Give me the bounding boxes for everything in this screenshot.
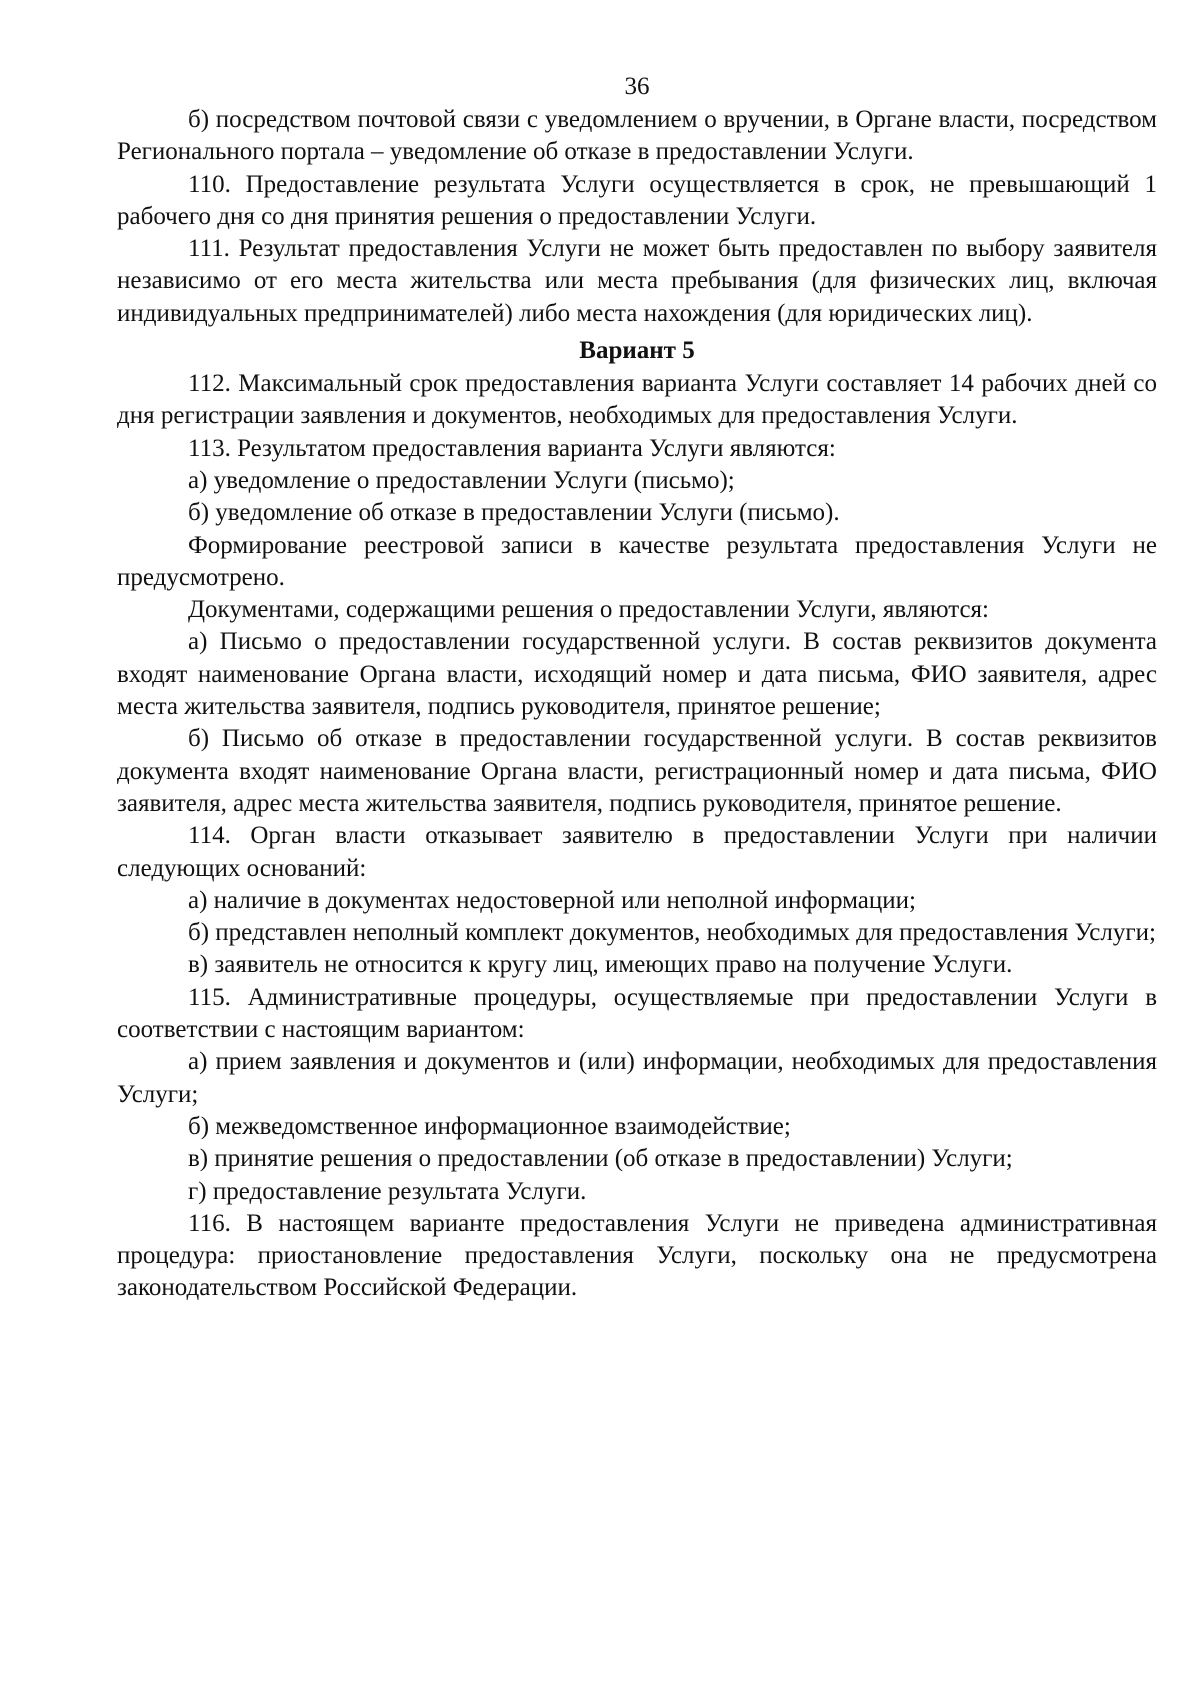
paragraph-112: 112. Максимальный срок предоставления варианта Услуги составляет 14 рабочих дней со дня регистрации заявления и документов, необходимых для предоставления Услуги. [117,370,1157,430]
paragraph-115-b: б) межведомственное информационное взаимодействие; [188,1112,791,1140]
paragraph-decision-documents-a: а) Письмо о предоставлении государственной услуги. В состав реквизитов документа входят наименование Органа власти, исходящий номер и дата письма, ФИО заявителя, адрес места жительства заявителя, подпись руководителя, принятое решение; [117,628,1157,721]
paragraph-114: 114. Орган власти отказывает заявителю в предоставлении Услуги при наличии следующих оснований: [117,822,1157,882]
paragraph-111: 111. Результат предоставления Услуги не может быть предоставлен по выбору заявителя независимо от его места жительства или места пребывания (для физических лиц, включая индивидуальных предпринимателей) либо места нахождения (для юридических лиц). [117,235,1157,327]
page-number: 36 [624,73,650,100]
paragraph-registry-record: Формирование реестровой записи в качестве результата предоставления Услуги не предусмотрено. [117,531,1157,591]
paragraph-115: 115. Административные процедуры, осуществляемые при предоставлении Услуги в соответствии с настоящим вариантом: [117,983,1157,1044]
paragraph-notification-mail: б) посредством почтовой связи с уведомлением о вручении, в Органе власти, посредством Регионального портала – уведомление об отказе в предоставлении Услуги. [117,106,1157,166]
paragraph-113-a: а) уведомление о предоставлении Услуги (письмо); [188,466,735,494]
paragraph-114-c: в) заявитель не относится к кругу лиц, имеющих право на получение Услуги. [188,951,1013,979]
paragraph-113: 113. Результатом предоставления варианта Услуги являются: [188,434,836,462]
document-page [117,70,1157,1305]
paragraph-114-a: а) наличие в документах недостоверной или неполной информации; [188,886,916,914]
paragraph-114-b: б) представлен неполный комплект документов, необходимых для предоставления Услуги; [188,919,1156,947]
paragraph-115-a: а) прием заявления и документов и (или) информации, необходимых для предоставления Услуги; [117,1048,1157,1108]
section-heading-variant-5: Вариант 5 [579,337,695,365]
paragraph-113-b: б) уведомление об отказе в предоставлении Услуги (письмо). [188,499,840,527]
paragraph-decision-documents-b: б) Письмо об отказе в предоставлении государственной услуги. В состав реквизитов документа входят наименование Органа власти, регистрационный номер и дата письма, ФИО заявителя, адрес места жительства заявителя, подпись руководителя, принятое решение. [117,725,1157,817]
paragraph-decision-documents: Документами, содержащими решения о предоставлении Услуги, являются: [188,596,989,624]
paragraph-115-d: г) предоставление результата Услуги. [188,1177,587,1205]
paragraph-110: 110. Предоставление результата Услуги осуществляется в срок, не превышающий 1 рабочего дня со дня принятия решения о предоставлении Услуги. [117,170,1157,230]
paragraph-116: 116. В настоящем варианте предоставления Услуги не приведена административная процедура: приостановление предоставления Услуги, поскольку она не предусмотрена законодательством Российской Федерации. [117,1209,1157,1302]
paragraph-115-c: в) принятие решения о предоставлении (об отказе в предоставлении) Услуги; [188,1145,1013,1173]
